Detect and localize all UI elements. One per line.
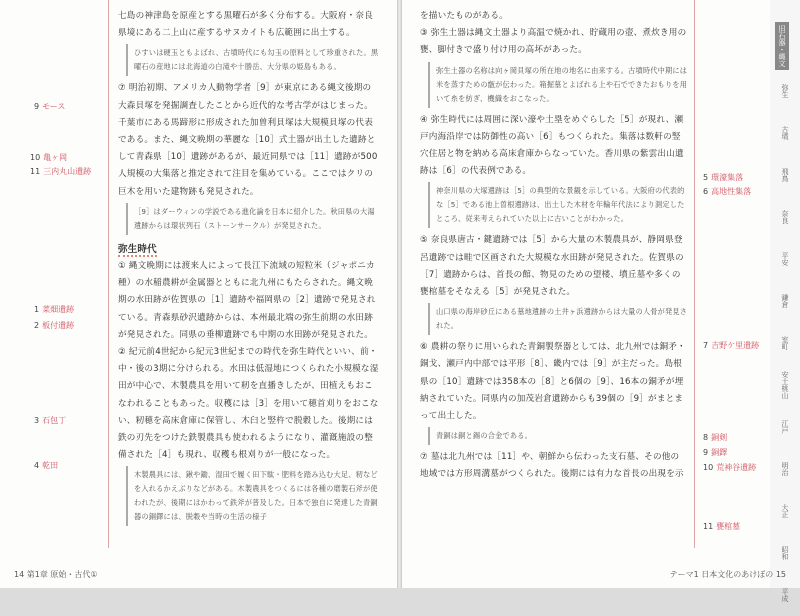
aside-note: 青銅は銅と錫の合金である。 — [428, 427, 688, 445]
answer-4: 4 乾田 — [34, 461, 59, 470]
tab-edo[interactable]: 江戸 — [781, 420, 789, 434]
paragraph: 七島の神津島を原産とする黒曜石が多く分布する。大阪府・奈良県境にある二上山に産するサヌカイトも広範囲に出土する。 — [118, 11, 374, 39]
column-divider — [694, 0, 695, 548]
aside-note: ひすいは硬玉ともよばれ、古墳時代にも勾玉の原料として珍重された。黒曜石の産地には北海道の白滝や十勝岳、大分県の姫島もある。 — [126, 44, 380, 76]
tab-yayoi[interactable]: 弥生 — [781, 84, 789, 98]
answer-10: 10 荒神谷遺跡 — [703, 463, 757, 472]
tab-heian[interactable]: 平安 — [781, 252, 789, 266]
tab-taisho[interactable]: 大正 — [781, 504, 789, 518]
paragraph: ⑤ 奈良県唐古・鍵遺跡では［5］から大量の木製農具が、静岡県登呂遺跡では畦で区画された大規模な水田跡が発見された。佐賀県の［7］遺跡からは、首長の館、物見のための望楼、墳丘墓や多くの甕棺墓をそなえる［5］が発見された。 — [420, 235, 684, 298]
chapter-title: 原始・古代① — [50, 570, 98, 579]
paragraph: ⑦ 墓は北九州では［11］や、朝鮮から伝わった支石墓、その他の地域では方形周溝墓がつくられた。後期には有力な首長の出現を示 — [420, 452, 684, 480]
answer-8: 8 銅剣 — [703, 433, 728, 442]
era-tabs — [770, 70, 800, 616]
right-footer — [670, 569, 786, 580]
paragraph: ① 縄文晩期には渡来人によって長江下流域の短粒米（ジャポニカ種）の水稲農耕が金属器とともに北九州にもたらされた。縄文晩期の水田跡が佐賀県の［1］遺跡や福岡県の［2］遺跡で発見されている。青森県砂沢遺跡からは、本州最北端の弥生前期の水田跡が発見された。同県の垂柳遺跡でも中期の水田跡が発見された。 — [118, 261, 376, 340]
aside-note: ［9］はダーウィンの学説である進化論を日本に紹介した。秋田県の大湯遺跡からは環状列石（ストーンサークル）が発見された。 — [126, 203, 380, 235]
page-number: 14 — [14, 570, 25, 579]
right-page — [402, 0, 800, 602]
paragraph: を描いたものがある。 — [420, 11, 508, 21]
tab-asuka[interactable]: 飛鳥 — [781, 168, 789, 182]
left-page — [0, 0, 397, 588]
answer-11: 11 三内丸山遺跡 — [30, 167, 92, 176]
paragraph: ④ 弥生時代には周囲に深い濠や土塁をめぐらした［5］が現れ、瀬戸内海沿岸では防御性の高い［6］もつくられた。集落は数軒の竪穴住居と物を納める高床倉庫からなっていた。香川県の紫雲出山遺跡は［6］の代表例である。 — [420, 114, 684, 177]
answer-9: 9 銅鐸 — [703, 448, 728, 457]
answer-5: 5 環濠集落 — [703, 173, 744, 182]
aside-note: 弥生土器の名称は向ヶ岡貝塚の所在地の地名に由来する。古墳時代中期には米を蒸すための甑が伝わった。箱掘墓とよばれる上や石でできたおもりを用いて糸を紡ぎ、機織をおこなった。 — [428, 62, 688, 108]
aside-note: 山口県の海岸砂丘にある墓地遺跡の土井ヶ浜遺跡からは大量の人骨が発見された。 — [428, 303, 688, 335]
paragraph: ② 紀元前4世紀から紀元3世紀までの時代を弥生時代といい、前・中・後の3期に分けられる。水田は低湿地につくられた小規模な湿田が中心で、木製農具を用いて籾を直播きしたが、田植えもおこなわれることもあった。収穫には［3］を用いて穂首刈りをおこない、籾穂を高床倉庫に保管し、木臼と竪杵で脱穀した。後期には鉄の刃先をつけた鉄製農具も使われるようになり、灌漑施設の整備された［4］も現れ、収穫も根刈りが一般になった。 — [118, 347, 379, 461]
tab-nara[interactable]: 奈良 — [781, 210, 789, 224]
left-footer — [14, 569, 98, 580]
aside-note: 木製農具には、鍬や鋤、湿田で履く田下駄・肥料を踏み込む大足、籾などを入れるかえぶりなどがある。木製農具をつくるには各種の磨製石斧が使われたが、後期にはかわって鉄斧が普及した。日本で独自に発達した青銅器の銅鐸には、脱穀や当時の生活の様子 — [126, 466, 380, 526]
answer-1: 1 菜畑遺跡 — [34, 305, 75, 314]
answer-3: 3 石包丁 — [34, 416, 67, 425]
tab-muromachi[interactable]: 室町 — [781, 336, 789, 350]
tab-kamakura[interactable]: 鎌倉 — [781, 294, 789, 308]
footer-title: テーマ1 日本文化のあけぼの — [669, 570, 774, 579]
paragraph: ⑥ 農耕の祭りに用いられた青銅製祭器としては、北九州では銅矛・銅戈、瀬戸内中部では平形［8］、畿内では［9］が主だった。島根県の［10］遺跡では358本の［8］と6個の［9］、16本の銅矛が埋納されていた。同県内の加茂岩倉遺跡からも39個の［9］がまとまって出土した。 — [420, 342, 686, 422]
tab-showa[interactable]: 昭和 — [781, 546, 789, 560]
era-tab-bar — [770, 0, 800, 602]
chapter-label: 第1章 — [26, 570, 48, 579]
answer-10: 10 亀ヶ岡 — [30, 153, 68, 162]
answer-11: 11 甕棺墓 — [703, 522, 741, 531]
right-main-text — [420, 8, 688, 484]
tab-heisei[interactable]: 平成 — [781, 588, 789, 602]
tab-azuchi-momoyama[interactable]: 安土桃山 — [781, 371, 789, 399]
page-number: 15 — [775, 570, 786, 579]
answer-6: 6 高地性集落 — [703, 187, 752, 196]
answer-2: 2 板付遺跡 — [34, 321, 75, 330]
tab-kofun[interactable]: 古墳 — [781, 126, 789, 140]
aside-note: 神奈川県の大塚遺跡は［5］の典型的な景観を示している。大阪府の代表的な［5］である池上曽根遺跡は、出土した木材を年輪年代法により測定したところ、従来考えられていた以上に古いことがわかった。 — [428, 182, 688, 228]
paragraph: ③ 弥生土器は縄文土器より高温で焼かれ、貯蔵用の壺、煮炊き用の甕、脚付きで盛り付け用の高坏があった。 — [420, 28, 687, 56]
column-divider — [108, 0, 109, 548]
paragraph: ⑦ 明治初期、アメリカ人動物学者［9］が東京にある縄文後期の大森貝塚を発掘調査したことから近代的な考古学がはじまった。千葉市にある馬蹄形に形成された加曽利貝塚は大規模貝塚の代表である。また、縄文晩期の華麗な［10］式土器が出土した遺跡として青森県［10］遺跡があるが、最近同県では［11］遺跡が500人規模の大集落と推定されて注目を集めている。ここではクリの巨木を用いた建物跡も発見された。 — [118, 83, 378, 197]
answer-7: 7 吉野ケ里遺跡 — [703, 341, 760, 350]
left-main-text — [118, 8, 380, 530]
answer-9: 9 モース — [34, 102, 66, 111]
tab-meiji[interactable]: 明治 — [781, 462, 789, 476]
tab-current-era[interactable]: 旧石器・縄文 — [775, 22, 789, 70]
section-heading: 弥生時代 — [118, 243, 157, 255]
